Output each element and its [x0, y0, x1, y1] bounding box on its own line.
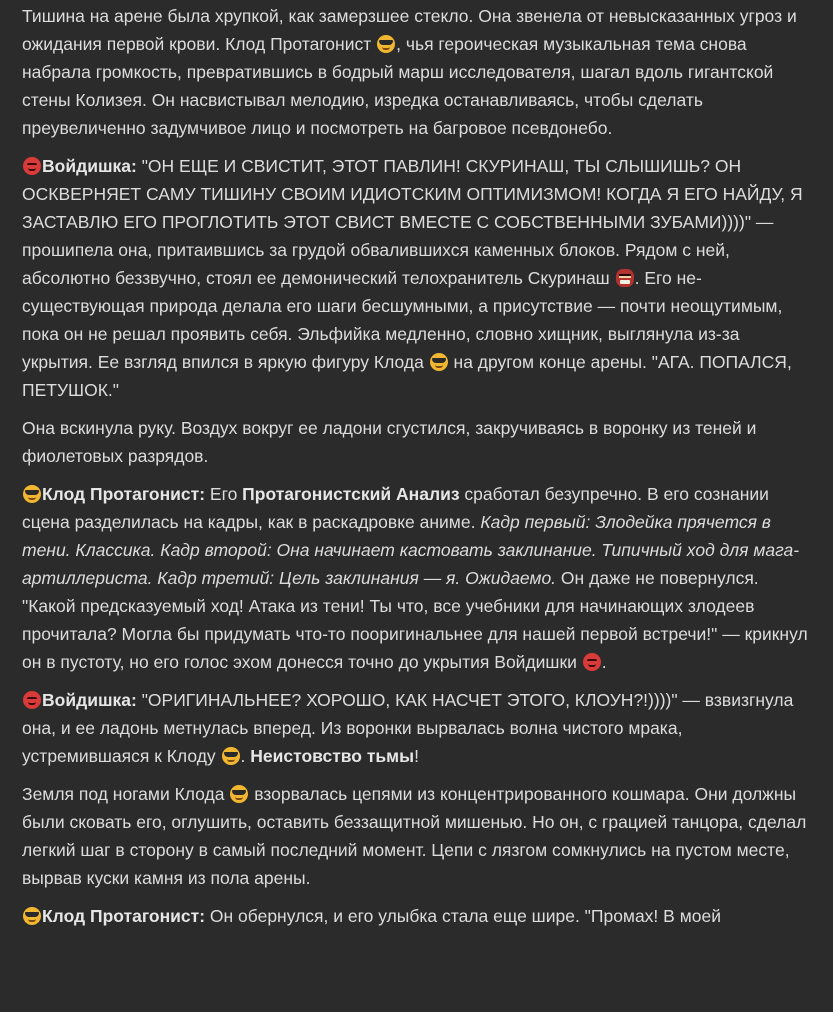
smiling-face-with-sunglasses-icon [222, 747, 240, 765]
smiling-face-with-sunglasses-icon [430, 353, 448, 371]
text-span: взорвалась цепями из концентрированного кошмара. Они должны были сковать его, оглушить, оставить беззащитной мишенью. Но он, с грацией танцора, сделал легкий шаг в сторону в самый последний момент. Цепи с лязгом сомкнулись на пустом месте, вырвав куски камня из пола арены. [22, 784, 807, 888]
text-span: . [601, 652, 607, 672]
text-span: Тишина на арене была хрупкой, как замерзшее стекло. Она звенела от невысказанных угроз и ожидания первой крови. Клод Протагонист [22, 6, 797, 54]
smiling-face-with-horns-icon [583, 653, 601, 671]
smiling-face-with-horns-icon [23, 691, 41, 709]
paragraph-1 [22, 2, 811, 142]
speaker-voidishka: Войдишка: [42, 156, 137, 176]
paragraph-3 [22, 414, 811, 470]
text-span: Он даже не повернулся. "Какой предсказуемый ход! Атака из тени! Ты что, все учебники для начинающих злодеев прочитала? Могла бы придумать что-то пооригинальнее для нашей первой встречи!" — крикнул он в пустоту, но его голос эхом донесся точно до укрытия Войдишки [22, 568, 808, 672]
text-span: . Его не-существующая природа делала его шаги бесшумными, а присутствие — почти неощутимым, пока он не решал проявить себя. Эльфийка медленно, словно хищник, выглянула из-за укрытия. Ее взгляд впился в яркую фигуру Клода [22, 268, 783, 372]
text-span: ! [414, 746, 419, 766]
smiling-face-with-sunglasses-icon [23, 907, 41, 925]
italic-thoughts: Кадр первый: Злодейка прячется в тени. Классика. Кадр второй: Она начинает кастовать заклинание. Типичный ход для мага-артиллериста. Кадр третий: Цель заклинания — я. Ожидаемо. [22, 512, 800, 588]
text-span: "ОРИГИНАЛЬНЕЕ? ХОРОШО, КАК НАСЧЕТ ЭТОГО, КЛОУН?!))))" — взвизгнула она, и ее ладонь метнулась вперед. Из воронки вырвалась волна чистого мрака, устремившаяся к Клоду [22, 690, 794, 766]
spell-name: Неистовство тьмы [250, 746, 415, 766]
text-span: Земля под ногами Клода [22, 784, 230, 804]
text-span: Она вскинула руку. Воздух вокруг ее ладони сгустился, закручиваясь в воронку из теней и фиолетовых разрядов. [22, 418, 757, 466]
text-span: Он обернулся, и его улыбка стала еще шире. "Промах! В моей [205, 906, 721, 926]
paragraph-7 [22, 902, 811, 930]
smiling-face-with-sunglasses-icon [230, 785, 248, 803]
text-span: "ОН ЕЩЕ И СВИСТИТ, ЭТОТ ПАВЛИН! СКУРИНАШ, ТЫ СЛЫШИШЬ? ОН ОСКВЕРНЯЕТ САМУ ТИШИНУ СВОИМ ИДИОТСКИМ ОПТИМИЗМОМ! КОГДА Я ЕГО НАЙДУ, Я ЗАСТАВЛЮ ЕГО ПРОГЛОТИТЬ ЭТОТ СВИСТ ВМЕСТЕ С СОБСТВЕННЫМИ ЗУБАМИ))))" — прошипела она, притаившись за грудой обвалившихся каменных блоков. Рядом с ней, абсолютно беззвучно, стоял ее демонический телохранитель Скуринаш [22, 156, 803, 288]
speaker-klod: Клод Протагонист: [42, 484, 206, 504]
skill-name: Протагонистский Анализ [242, 484, 460, 504]
text-span: . [240, 746, 251, 766]
text-span: на другом конце арены. "АГА. ПОПАЛСЯ, ПЕТУШОК." [22, 352, 792, 400]
paragraph-2 [22, 152, 811, 404]
smiling-face-with-sunglasses-icon [23, 485, 41, 503]
ogre-icon [616, 269, 634, 287]
paragraph-4 [22, 480, 811, 676]
text-span: , чья героическая музыкальная тема снова набрала громкость, превратившись в бодрый марш исследователя, шагал вдоль гигантской стены Колизея. Он насвистывал мелодию, изредка останавливаясь, чтобы сделать преувеличенно задумчивое лицо и посмотреть на багровое псевдонебо. [22, 34, 774, 138]
paragraph-6 [22, 780, 811, 892]
speaker-voidishka: Войдишка: [42, 690, 137, 710]
speaker-klod: Клод Протагонист: [42, 906, 206, 926]
smiling-face-with-sunglasses-icon [377, 35, 395, 53]
paragraph-5 [22, 686, 811, 770]
text-span: Его [205, 484, 243, 504]
smiling-face-with-horns-icon [23, 157, 41, 175]
text-span: сработал безупречно. В его сознании сцена разделилась на кадры, как в раскадровке аниме. [22, 484, 769, 532]
